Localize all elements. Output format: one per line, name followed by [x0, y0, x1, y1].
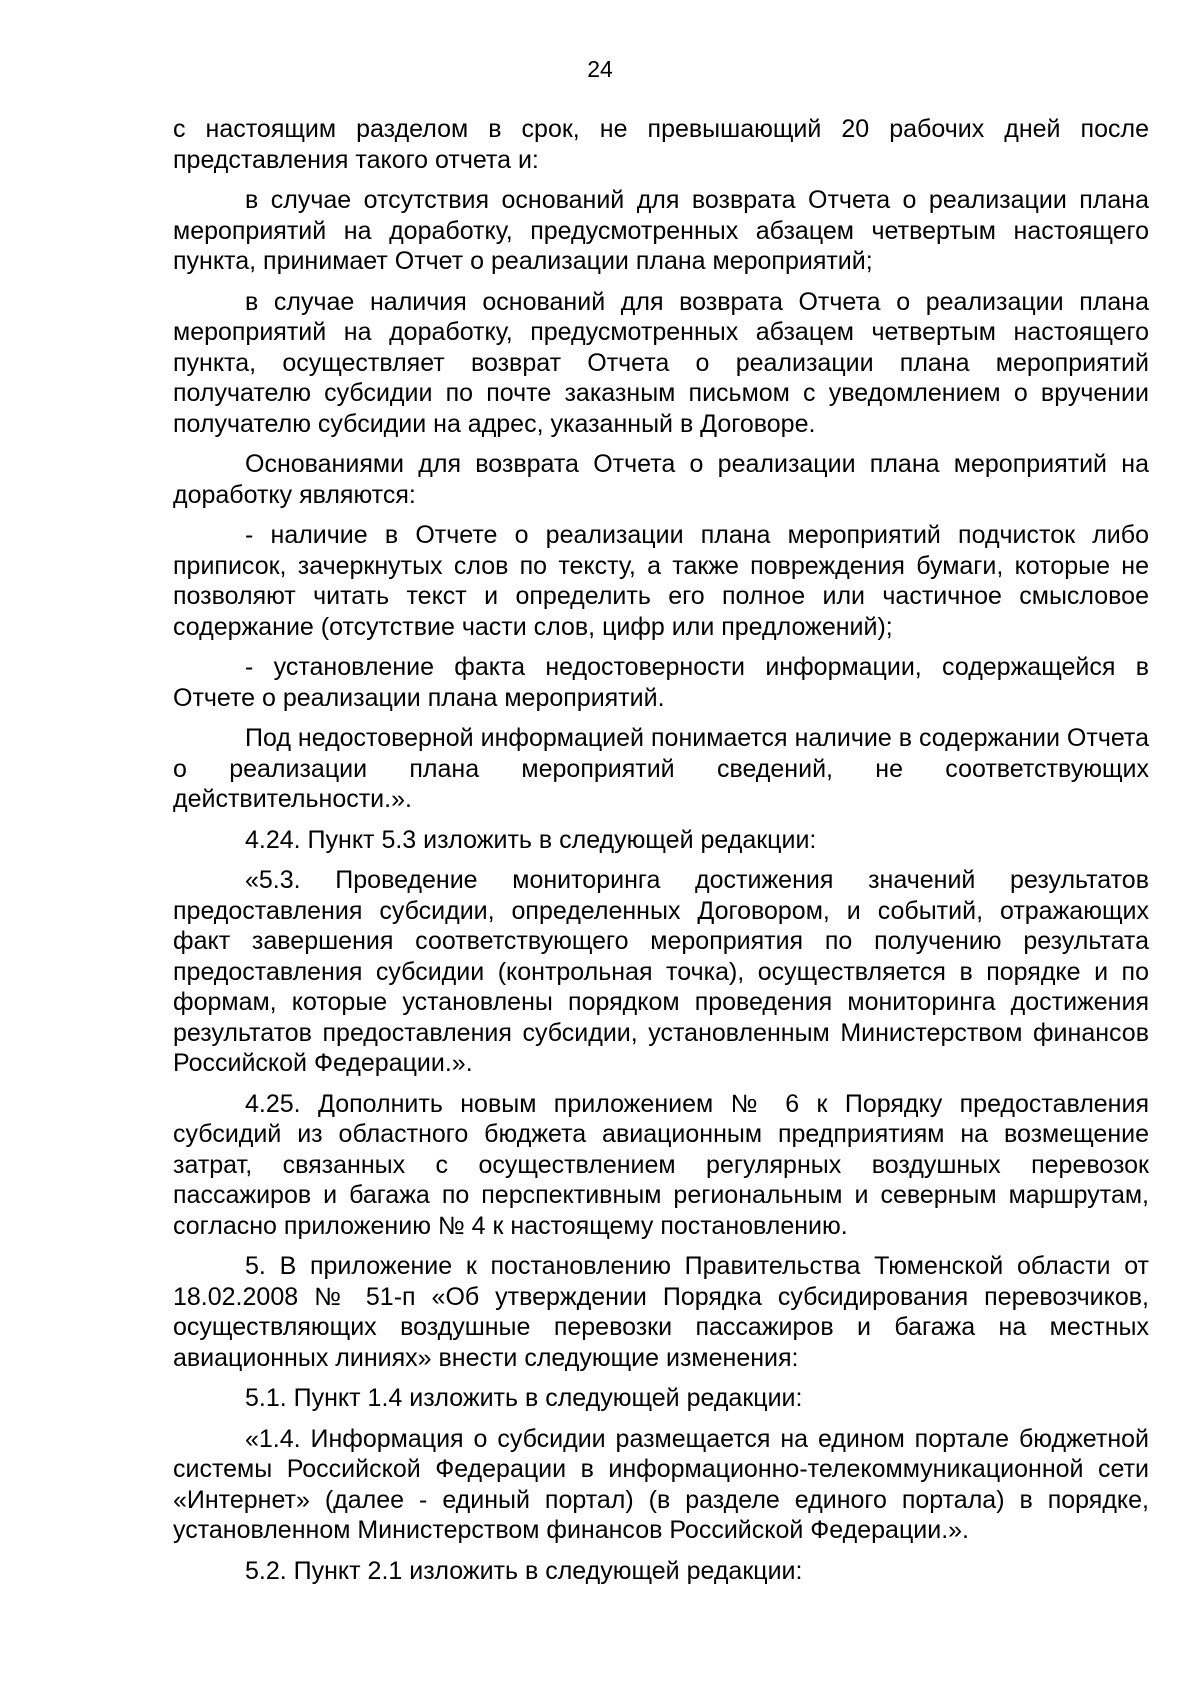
paragraph: в случае отсутствия оснований для возврата Отчета о реализации плана мероприятий на доработку, предусмотренных абзацем четвертым настоящего пункта, принимает Отчет о реализации плана мероприятий;: [173, 186, 1149, 275]
paragraph: 4.25. Дополнить новым приложением № 6 к Порядку предоставления субсидий из областного бюджета авиационным предприятиям на возмещение затрат, связанных с осуществлением регулярных воздушных перевозок пассажиров и багажа по перспективным региональным и северным маршрутам, согласно приложению № 4 к настоящему постановлению.: [173, 1089, 1149, 1240]
paragraph: в случае наличия оснований для возврата Отчета о реализации плана мероприятий на доработку, предусмотренных абзацем четвертым настоящего пункта, осуществляет возврат Отчета о реализации плана мероприятий получателю субсидии по почте заказным письмом с уведомлением о вручении получателю субсидии на адрес, указанный в Договоре.: [173, 287, 1149, 438]
document-body: [173, 114, 1149, 1596]
paragraph: «5.3. Проведение мониторинга достижения значений результатов предоставления субсидии, определенных Договором, и событий, отражающих факт завершения соответствующего мероприятия по получению результата предоставления субсидии (контрольная точка), осуществляется в порядке и по формам, которые установлены порядком проведения мониторинга достижения результатов предоставления субсидии, установленным Министерством финансов Российской Федерации.».: [173, 866, 1149, 1077]
paragraph: «1.4. Информация о субсидии размещается на едином портале бюджетной системы Российской Федерации в информационно-телекоммуникационной сети «Интернет» (далее - единый портал) (в разделе единого портала) в порядке, установленном Министерством финансов Российской Федерации.».: [173, 1424, 1149, 1544]
paragraph: 5.2. Пункт 2.1 изложить в следующей редакции:: [245, 1556, 803, 1585]
paragraph: Основаниями для возврата Отчета о реализации плана мероприятий на доработку являются:: [173, 450, 1149, 509]
paragraph: - установление факта недостоверности информации, содержащейся в Отчете о реализации плана мероприятий.: [173, 653, 1149, 712]
paragraph: 4.24. Пункт 5.3 изложить в следующей редакции:: [245, 825, 817, 854]
paragraph: Под недостоверной информацией понимается наличие в содержании Отчета о реализации плана мероприятий сведений, не соответствующих действительности.».: [173, 724, 1149, 813]
page-number: 24: [587, 56, 613, 82]
paragraph: 5.1. Пункт 1.4 изложить в следующей редакции:: [245, 1384, 803, 1412]
paragraph: 5. В приложение к постановлению Правительства Тюменской области от 18.02.2008 № 51-п «Об утверждении Порядка субсидирования перевозчиков, осуществляющих воздушные перевозки пассажиров и багажа на местных авиационных линиях» внести следующие изменения:: [173, 1252, 1149, 1372]
paragraph: - наличие в Отчете о реализации плана мероприятий подчисток либо приписок, зачеркнутых слов по тексту, а также повреждения бумаги, которые не позволяют читать текст и определить его полное или частичное смысловое содержание (отсутствие части слов, цифр или предложений);: [173, 521, 1149, 641]
paragraph: с настоящим разделом в срок, не превышающий 20 рабочих дней после представления такого отчета и:: [173, 115, 1149, 174]
